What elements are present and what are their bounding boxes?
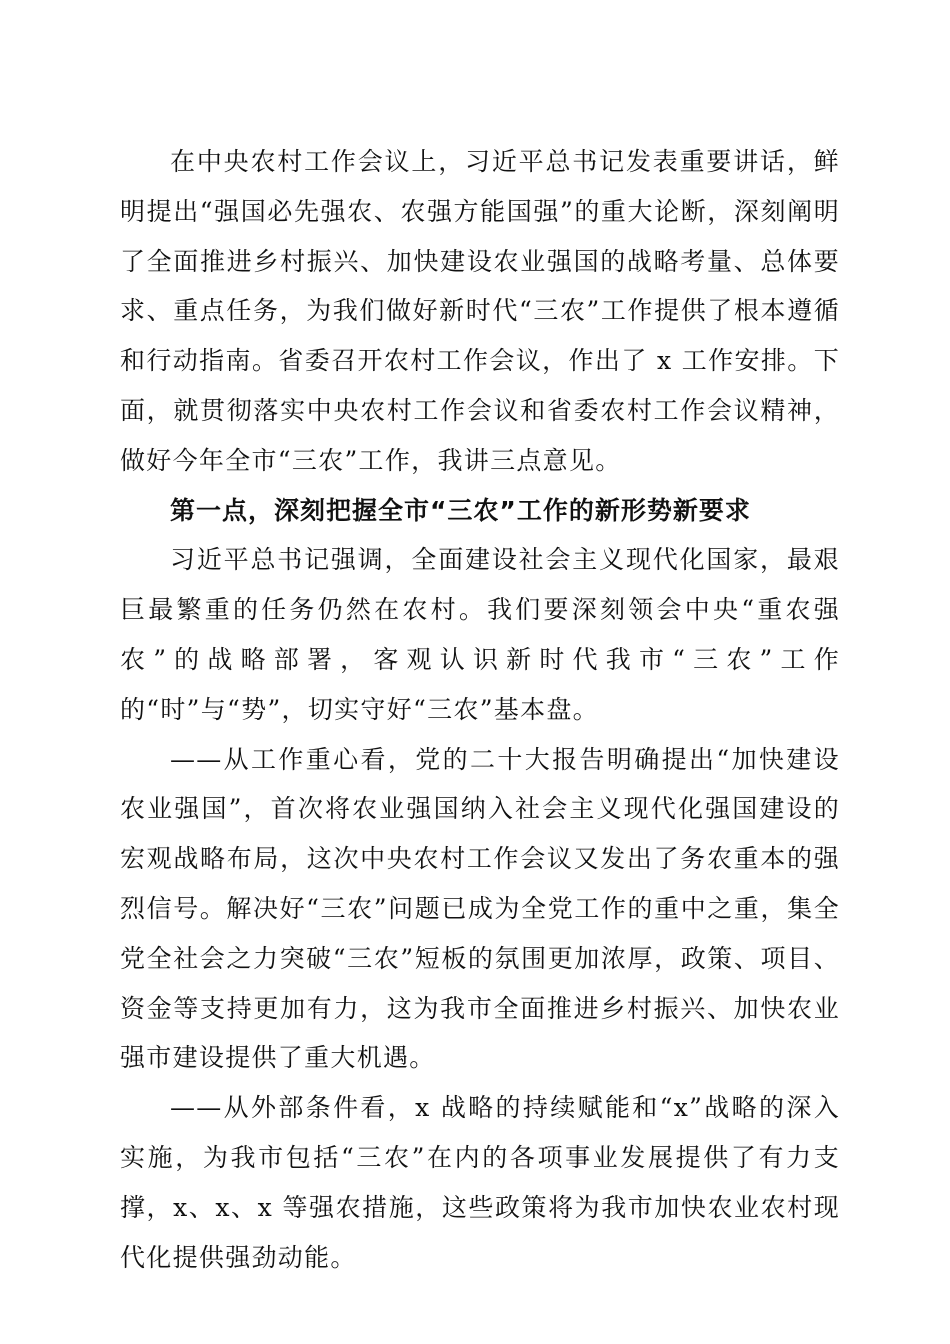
external-conditions-paragraph: ——从外部条件看，x 战略的持续赋能和“x”战略的深入实施，为我市包括“三农”在内的各项事业发展提供了有力支撑，x、x、x 等强农措施，这些政策将为我市加快农业农村现代化提供强劲动能。	[120, 1093, 840, 1272]
work-focus-paragraph: ——从工作重心看，党的二十大报告明确提出“加快建设农业强国”，首次将农业强国纳入社会主义现代化强国建设的宏观战略布局，这次中央农村工作会议又发出了务农重本的强烈信号。解决好“三农”问题已成为全党工作的重中之重，集全党全社会之力突破“三农”短板的氛围更加浓厚，政策、项目、资金等支持更加有力，这为我市全面推进乡村振兴、加快农业强市建设提供了重大机遇。	[120, 744, 840, 1073]
intro-paragraph: 在中央农村工作会议上，习近平总书记发表重要讲话，鲜明提出“强国必先强农、农强方能国强”的重大论断，深刻阐明了全面推进乡村振兴、加快建设农业强国的战略考量、总体要求、重点任务，为我们做好新时代“三农”工作提供了根本遵循和行动指南。省委召开农村工作会议，作出了 x 工作安排。下面，就贯彻落实中央农村工作会议和省委农村工作会议精神，做好今年全市“三农”工作，我讲三点意见。	[120, 147, 840, 475]
section-heading: 第一点，深刻把握全市“三农”工作的新形势新要求	[170, 495, 751, 525]
section-paragraph: 习近平总书记强调，全面建设社会主义现代化国家，最艰巨最繁重的任务仍然在农村。我们要深刻领会中央“重农强农”的战略部署，客观认识新时代我市“三农”工作的“时”与“势”，切实守好“三农”基本盘。	[120, 545, 840, 724]
document-body	[120, 137, 840, 1282]
